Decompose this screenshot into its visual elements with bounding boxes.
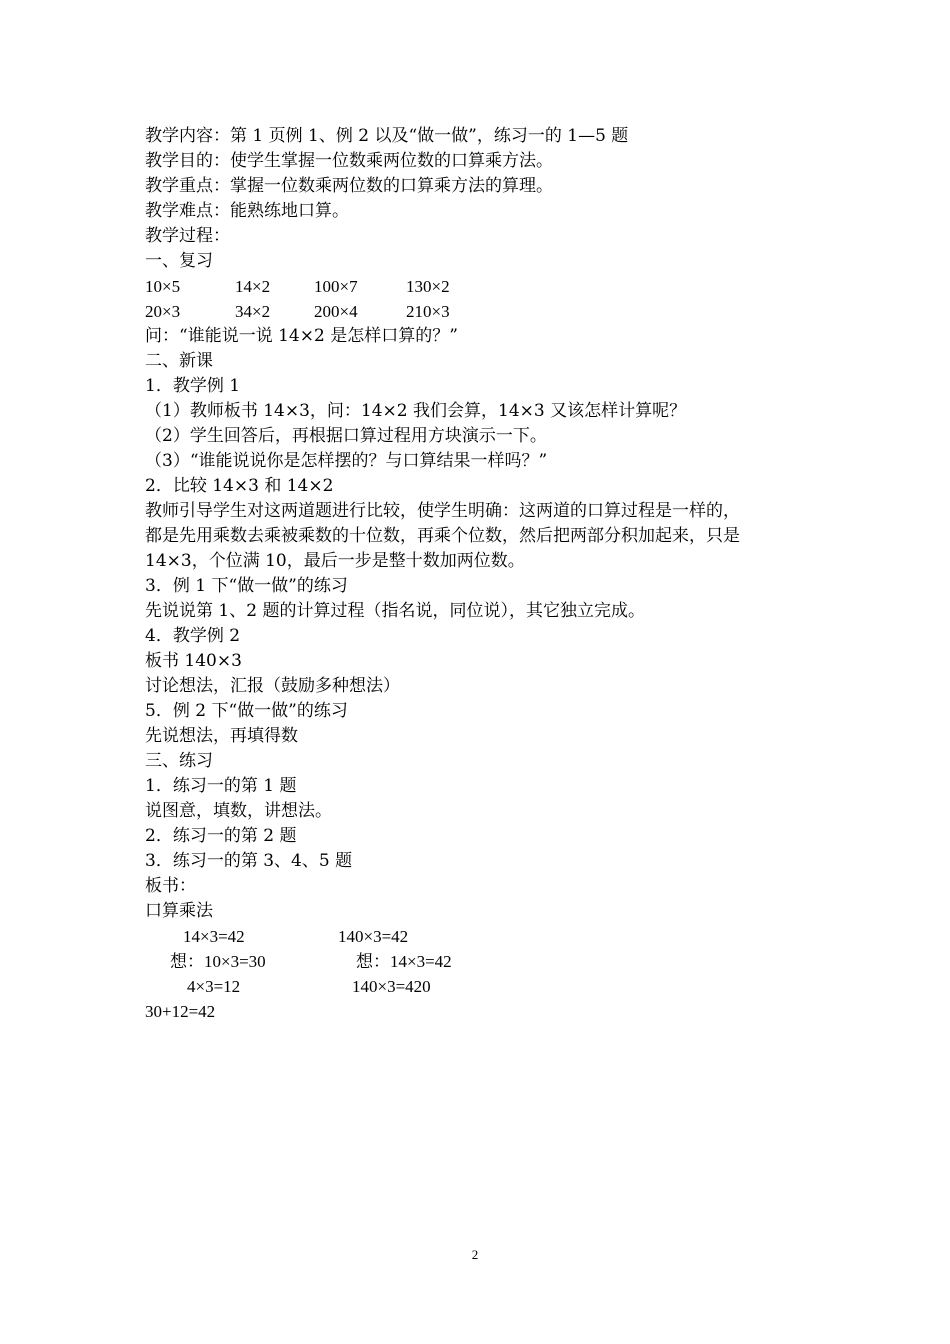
board-row: [145, 949, 815, 974]
board-sum-equation: 30+12=42: [145, 1002, 216, 1021]
practice-instruction: 先说说第 1、2 题的计算过程（指名说，同位说），其它独立完成。: [145, 601, 645, 621]
exercise-1-line: 1．练习一的第 1 题: [145, 776, 297, 796]
example-1-heading: 1．教学例 1: [145, 376, 241, 396]
practice-2-heading: 5．例 2 下“做一做”的练习: [145, 701, 348, 721]
board-title: 口算乘法: [145, 901, 213, 921]
board-left-equation: 想：10×3=30: [170, 952, 266, 971]
board-right-equation: 想：14×3=42: [356, 952, 452, 971]
review-expression: 14×2: [235, 277, 271, 296]
review-expression: 10×5: [145, 277, 181, 296]
review-expression: 130×2: [406, 277, 450, 296]
practice-heading: 3．例 1 下“做一做”的练习: [145, 576, 348, 596]
review-expression: 210×3: [406, 302, 450, 321]
board-row: [145, 999, 815, 1024]
exercise-1-instruction: 说图意，填数，讲想法。: [145, 801, 332, 821]
review-expression: 34×2: [235, 302, 271, 321]
practice-2-instruction: 先说想法，再填得数: [145, 726, 298, 746]
teaching-goal-line: 教学目的：使学生掌握一位数乘两位数的口算乘方法。: [145, 151, 553, 171]
review-expression: 20×3: [145, 302, 181, 321]
exercise-2-line: 2．练习一的第 2 题: [145, 826, 297, 846]
section-review-heading: 一、复习: [145, 251, 213, 271]
teaching-key-point-line: 教学重点：掌握一位数乘两位数的口算乘方法的算理。: [145, 176, 553, 196]
compare-heading: 2．比较 14×3 和 14×2: [145, 476, 334, 496]
section-exercise-heading: 三、练习: [145, 751, 213, 771]
section-new-lesson-heading: 二、新课: [145, 351, 213, 371]
example-2-heading: 4．教学例 2: [145, 626, 241, 646]
review-row: [145, 274, 815, 299]
review-expression: 100×7: [314, 277, 358, 296]
step-1-line: （1）教师板书 14×3，问：14×2 我们会算，14×3 又该怎样计算呢？: [145, 401, 687, 421]
question-line: 问：“谁能说一说 14×2 是怎样口算的？”: [145, 326, 458, 346]
page-number: 2: [471, 1247, 479, 1262]
step-3-line: （3）“谁能说说你是怎样摆的？与口算结果一样吗？”: [145, 451, 548, 471]
board-right-equation: 140×3=420: [352, 977, 431, 996]
teaching-content-line: 教学内容：第 1 页例 1、例 2 以及“做一做”，练习一的 1—5 题: [145, 126, 629, 146]
review-expression: 200×4: [314, 302, 358, 321]
board-left-equation: 4×3=12: [187, 977, 241, 996]
compare-paragraph-line: 都是先用乘数去乘被乘数的十位数，再乘个位数，然后把两部分积加起来，只是: [145, 526, 740, 546]
step-2-line: （2）学生回答后，再根据口算过程用方块演示一下。: [145, 426, 547, 446]
board-writing-line: 板书 140×3: [145, 651, 242, 671]
board-row: [145, 974, 815, 999]
compare-paragraph-line: 教师引导学生对这两道题进行比较，使学生明确：这两道的口算过程是一样的，: [145, 501, 740, 521]
discussion-line: 讨论想法，汇报（鼓励多种想法）: [145, 676, 400, 696]
board-row: [145, 924, 815, 949]
lesson-plan-content: [145, 124, 815, 1024]
teaching-difficulty-line: 教学难点：能熟练地口算。: [145, 201, 349, 221]
board-right-equation: 140×3=42: [338, 927, 409, 946]
board-left-equation: 14×3=42: [183, 927, 245, 946]
teaching-process-heading: 教学过程：: [145, 226, 230, 246]
review-row: [145, 299, 815, 324]
exercise-3-line: 3．练习一的第 3、4、5 题: [145, 851, 353, 871]
compare-paragraph-line: 14×3，个位满 10，最后一步是整十数加两位数。: [145, 551, 525, 571]
board-heading: 板书：: [145, 876, 196, 896]
